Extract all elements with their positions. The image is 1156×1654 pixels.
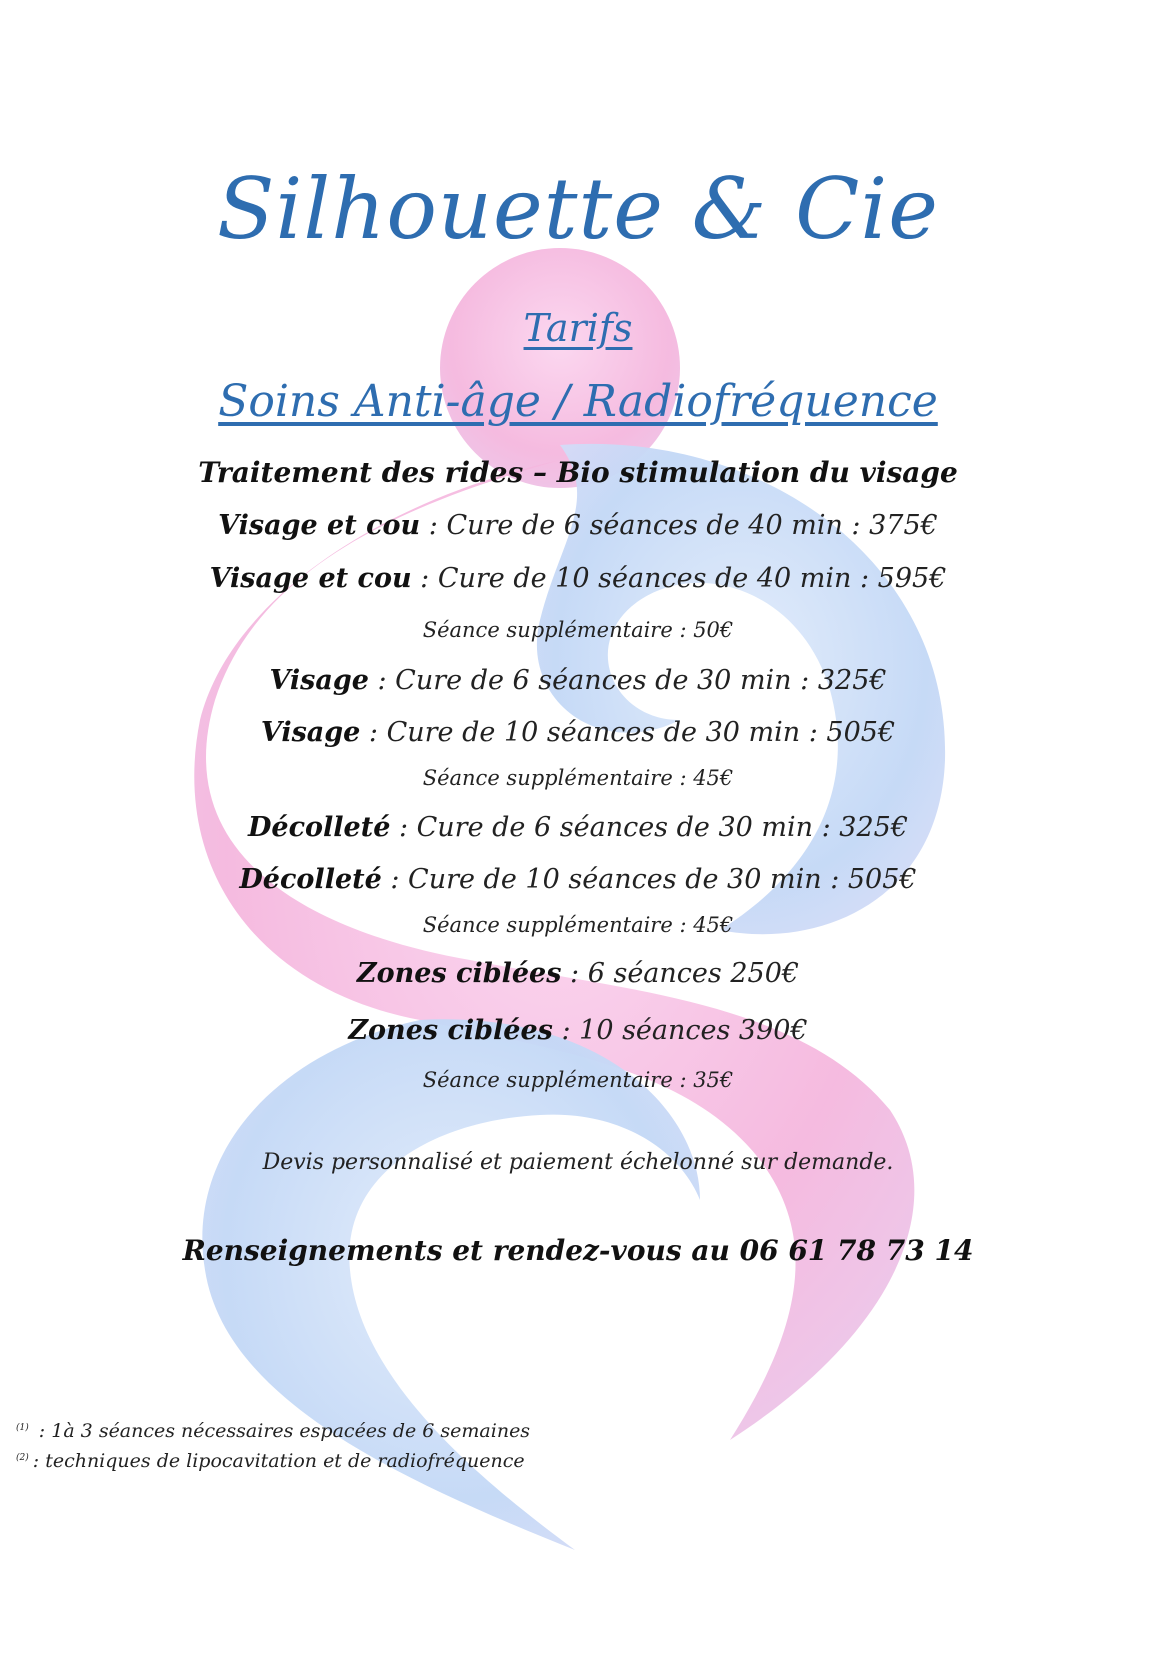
zone-name: Visage et cou xyxy=(218,510,421,541)
footnote-text: : 1à 3 séances nécessaires espacées de 6 semaines xyxy=(32,1420,531,1442)
tarifs-subtitle: Tarifs xyxy=(523,306,633,350)
price-row xyxy=(0,510,1156,541)
price-row xyxy=(0,665,1156,696)
footnote-marker: (2) xyxy=(16,1452,29,1463)
brand-title: Silhouette & Cie xyxy=(216,160,939,258)
price-row xyxy=(0,717,1156,748)
quote-note: Devis personnalisé et paiement échelonné sur demande. xyxy=(262,1150,894,1175)
price-detail: : Cure de 6 séances de 30 min : 325€ xyxy=(368,665,887,696)
footnote xyxy=(16,1450,525,1472)
price-detail: : 10 séances 390€ xyxy=(552,1015,808,1046)
zone-name: Zones ciblées xyxy=(348,1015,553,1046)
footnote-marker: (1) xyxy=(16,1422,29,1433)
price-row xyxy=(0,958,1156,989)
extra-session: Séance supplémentaire : 35€ xyxy=(422,1068,734,1092)
price-detail: : Cure de 6 séances de 40 min : 375€ xyxy=(420,510,938,541)
zone-name: Visage et cou xyxy=(209,563,412,594)
zone-name: Zones ciblées xyxy=(356,958,562,989)
extra-session: Séance supplémentaire : 50€ xyxy=(422,618,734,642)
price-detail: : Cure de 10 séances de 40 min : 595€ xyxy=(411,563,947,594)
zone-name: Visage xyxy=(260,717,361,748)
treatment-heading: Traitement des rides – Bio stimulation du visage xyxy=(198,456,958,489)
zone-name: Décolleté xyxy=(247,812,391,843)
extra-session: Séance supplémentaire : 45€ xyxy=(422,913,734,937)
price-detail: : Cure de 6 séances de 30 min : 325€ xyxy=(390,812,909,843)
section-title: Soins Anti-âge / Radiofréquence xyxy=(218,376,938,427)
price-row xyxy=(0,864,1156,895)
price-row xyxy=(0,812,1156,843)
footnote xyxy=(16,1420,530,1442)
zone-name: Visage xyxy=(269,665,369,696)
contact-phone: Renseignements et rendez-vous au 06 61 78 73 14 xyxy=(182,1234,974,1267)
zone-name: Décolleté xyxy=(239,864,382,895)
price-detail: : Cure de 10 séances de 30 min : 505€ xyxy=(381,864,917,895)
price-detail: : 6 séances 250€ xyxy=(561,958,800,989)
price-row xyxy=(0,563,1156,594)
footnote-text: : techniques de lipocavitation et de radiofréquence xyxy=(32,1450,525,1472)
extra-session: Séance supplémentaire : 45€ xyxy=(422,766,734,790)
price-row xyxy=(0,1015,1156,1046)
price-detail: : Cure de 10 séances de 30 min : 505€ xyxy=(360,717,896,748)
